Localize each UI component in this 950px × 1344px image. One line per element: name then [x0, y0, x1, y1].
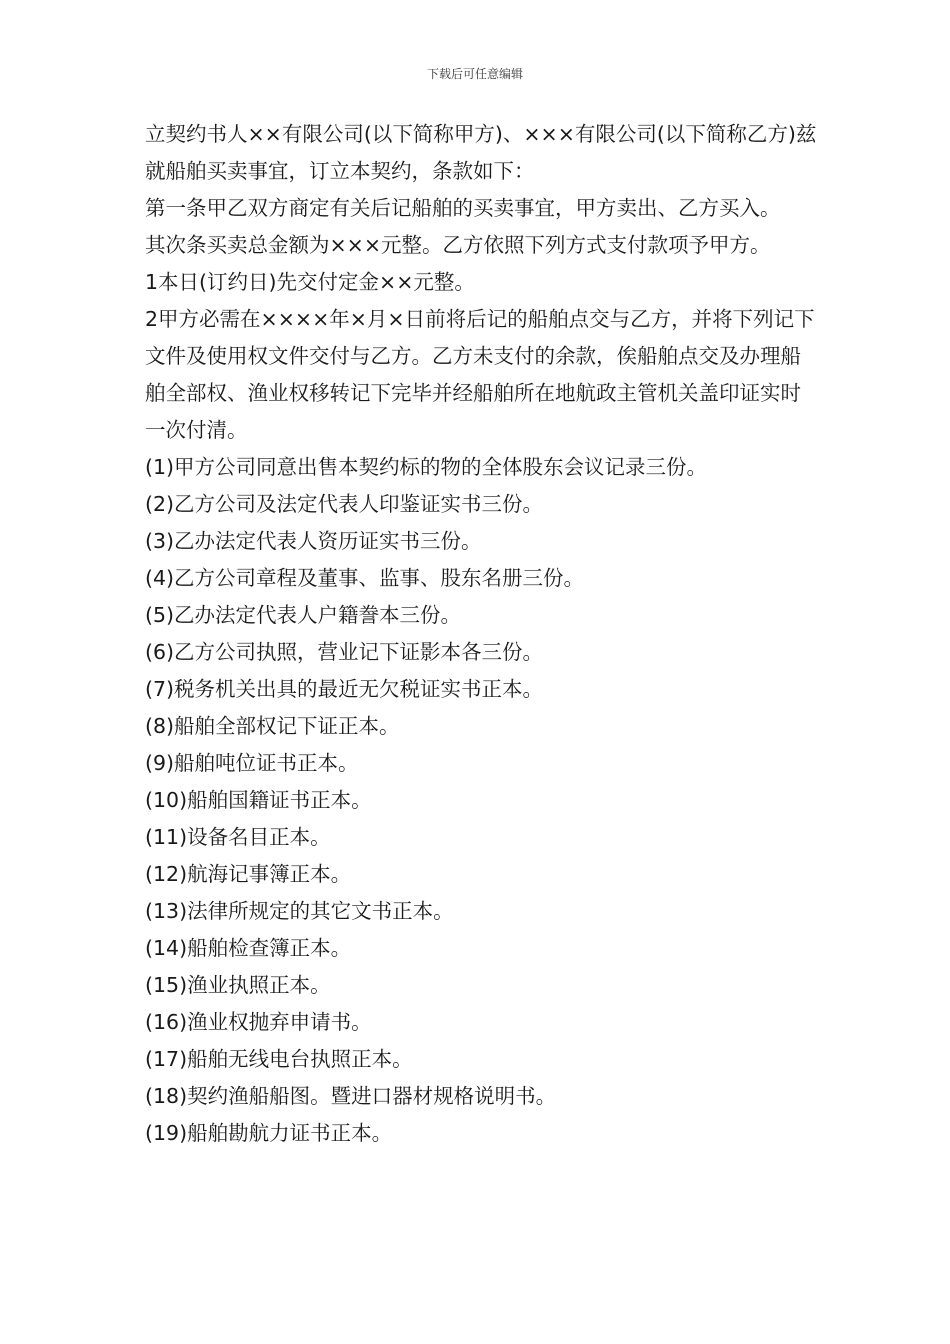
list-item-doc-4: (4)乙方公司章程及董事、监事、股东名册三份。	[145, 566, 585, 590]
list-item-doc-6: (6)乙方公司执照，营业记下证影本各三份。	[145, 640, 544, 664]
paragraph-article-1: 第一条甲乙双方商定有关后记船舶的买卖事宜，甲方卖出、乙方买入。	[145, 196, 781, 220]
list-item-doc-9: (9)船舶吨位证书正本。	[145, 751, 359, 775]
list-item-doc-2: (2)乙方公司及法定代表人印鉴证实书三份。	[145, 492, 544, 516]
list-item-doc-1: (1)甲方公司同意出售本契约标的物的全体股东会议记录三份。	[145, 455, 708, 479]
page-header-note: 下载后可任意编辑	[426, 67, 523, 81]
list-item-doc-17: (17)船舶无线电台执照正本。	[145, 1047, 413, 1071]
list-item-doc-8: (8)船舶全部权记下证正本。	[145, 714, 400, 738]
list-item-doc-14: (14)船舶检查簿正本。	[145, 936, 352, 960]
list-item-doc-11: (11)设备名目正本。	[145, 825, 331, 849]
list-item-doc-19: (19)船舶勘航力证书正本。	[145, 1121, 393, 1145]
document-body	[145, 116, 817, 1152]
list-item-doc-5: (5)乙办法定代表人户籍誊本三份。	[145, 603, 462, 627]
list-item-doc-18: (18)契约渔船船图。暨进口器材规格说明书。	[145, 1084, 557, 1108]
list-item-doc-16: (16)渔业权抛弃申请书。	[145, 1010, 372, 1034]
paragraph-clause-1: 1本日(订约日)先交付定金××元整。	[145, 270, 475, 294]
paragraph-article-2: 其次条买卖总金额为×××元整。乙方依照下列方式支付款项予甲方。	[145, 233, 771, 257]
paragraph-preamble: 立契约书人××有限公司(以下简称甲方)、×××有限公司(以下简称乙方)兹就船舶买卖事宜，订立本契约，条款如下：	[145, 122, 817, 183]
list-item-doc-10: (10)船舶国籍证书正本。	[145, 788, 372, 812]
list-item-doc-13: (13)法律所规定的其它文书正本。	[145, 899, 454, 923]
list-item-doc-7: (7)税务机关出具的最近无欠税证实书正本。	[145, 677, 544, 701]
list-item-doc-15: (15)渔业执照正本。	[145, 973, 331, 997]
paragraph-clause-2: 2甲方必需在××××年×月×日前将后记的船舶点交与乙方，并将下列记下文件及使用权文件交付与乙方。乙方未支付的余款，俟船舶点交及办理船舶全部权、渔业权移转记下完毕并经船舶所在地航政主管机关盖印证实时一次付清。	[145, 307, 815, 442]
list-item-doc-12: (12)航海记事簿正本。	[145, 862, 352, 886]
list-item-doc-3: (3)乙办法定代表人资历证实书三份。	[145, 529, 482, 553]
